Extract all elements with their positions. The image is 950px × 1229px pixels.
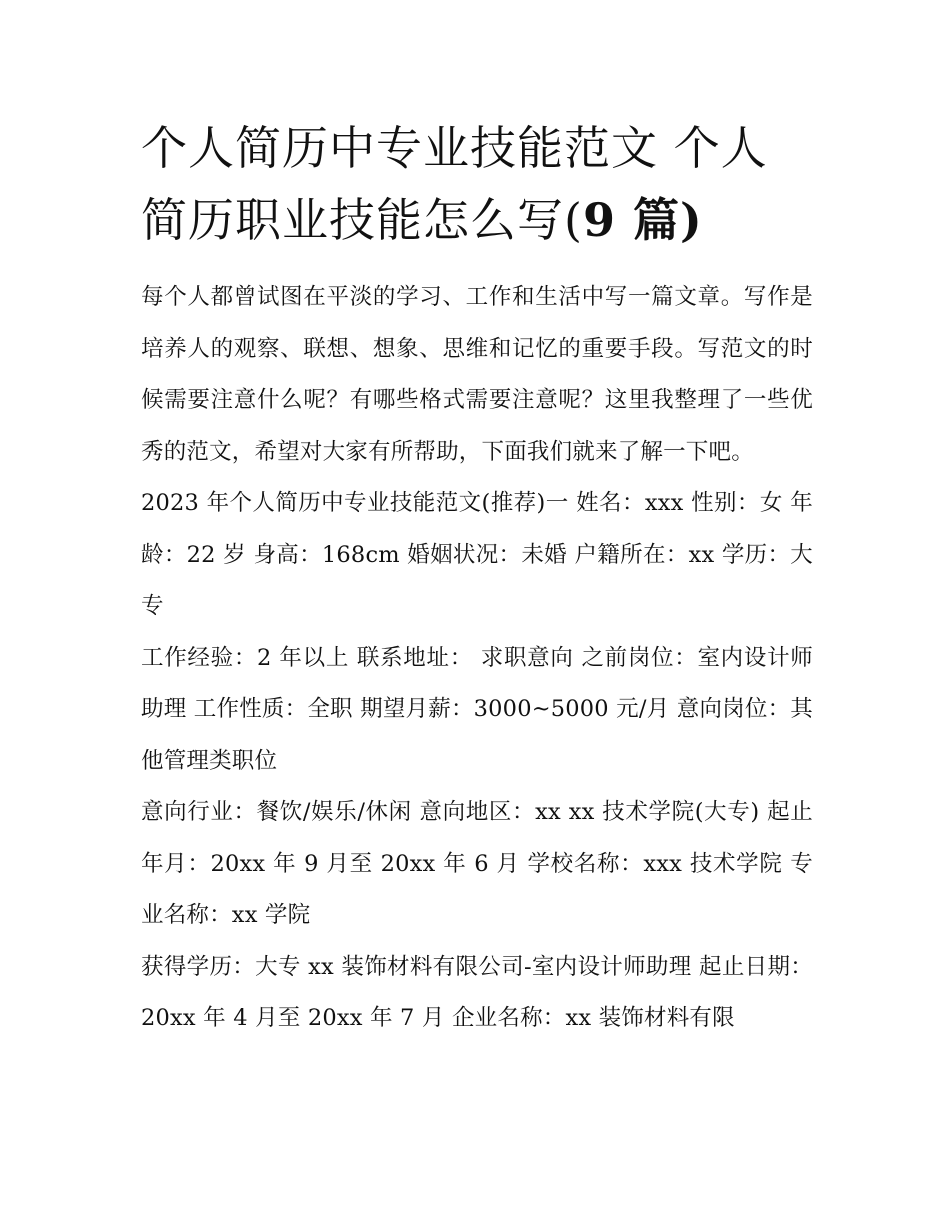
intro-paragraph: 每个人都曾试图在平淡的学习、工作和生活中写一篇文章。写作是培养人的观察、联想、想象、思维和记忆的重要手段。写范文的时候需要注意什么呢？有哪些格式需要注意呢？这里我整理了一些优秀的范文，希望对大家有所帮助，下面我们就来了解一下吧。 <box>141 284 813 465</box>
title-suffix: 篇) <box>615 193 703 247</box>
personal-info-paragraph: 2023 年个人简历中专业技能范文(推荐)一 姓名：xxx 性别：女 年龄：22 岁 身高：168cm 婚姻状况：未婚 户籍所在：xx 学历：大专 <box>141 490 813 619</box>
job-intent-paragraph: 工作经验：2 年以上 联系地址： 求职意向 之前岗位：室内设计师助理 工作性质：全职 期望月薪：3000~5000 元/月 意向岗位：其他管理类职位 <box>141 644 813 774</box>
document-body <box>141 112 813 1045</box>
page-title <box>141 112 813 256</box>
title-count: 9 <box>582 193 616 247</box>
education-paragraph: 意向行业：餐饮/娱乐/休闲 意向地区：xx xx 技术学院(大专) 起止年月：20xx 年 9 月至 20xx 年 6 月 学校名称：xxx 技术学院 专业名称：xx 学院 <box>141 799 813 928</box>
title-text: 个人简历中专业技能范文 个人简历职业技能怎么写( <box>141 121 768 247</box>
work-experience-paragraph: 获得学历：大专 xx 装饰材料有限公司-室内设计师助理 起止日期：20xx 年 4 月至 20xx 年 7 月 企业名称：xx 装饰材料有限 <box>141 953 813 1031</box>
